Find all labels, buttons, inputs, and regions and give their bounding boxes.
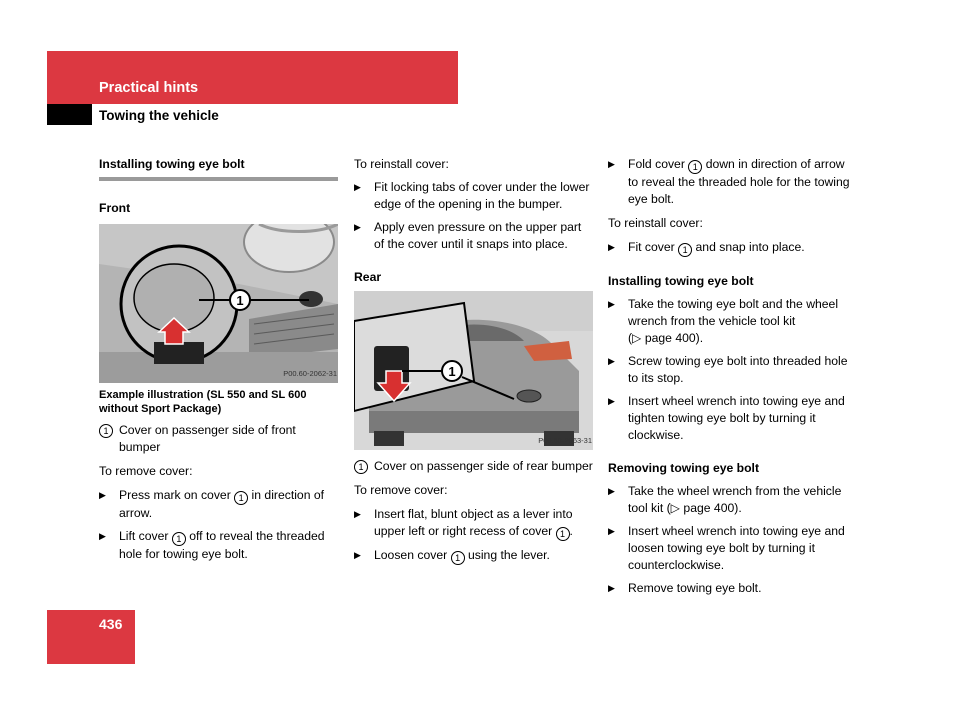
triangle-right-icon: ▶ (99, 490, 106, 500)
install-heading: Installing towing eye bolt (608, 274, 754, 288)
front-callout-number: 1 (236, 293, 244, 308)
section-title: Practical hints (99, 80, 199, 96)
triangle-right-icon: ▶ (608, 159, 615, 169)
step-item: ▶ Insert flat, blunt object as a lever into upper left or right recess of cover 1 . (354, 507, 573, 539)
step-item: ▶ Insert wheel wrench into towing eye and tighten towing eye bolt by turning it clockwise. (608, 394, 845, 442)
rear-illustration (354, 291, 593, 450)
triangle-right-icon: ▶ (608, 299, 615, 309)
rear-callout-number: 1 (448, 364, 456, 379)
step-item: ▶ Remove towing eye bolt. (608, 581, 762, 595)
remove-cover-label: To remove cover: (354, 483, 448, 497)
figure-code: P00.60-2063-31 (538, 436, 592, 445)
triangle-right-icon: ▶ (608, 356, 615, 366)
triangle-right-icon: ▶ (608, 396, 615, 406)
triangle-right-icon: ▶ (99, 531, 106, 541)
front-label: Front (99, 201, 131, 215)
legend-item (99, 422, 338, 456)
column-1 (99, 156, 338, 563)
step-item: ▶ Take the towing eye bolt and the wheel wrench from the vehicle tool kit (▷ page 400). (608, 297, 839, 345)
reinstall-cover-label: To reinstall cover: (608, 216, 703, 230)
triangle-right-icon: ▶ (608, 583, 615, 593)
triangle-right-icon: ▶ (608, 242, 615, 252)
triangle-right-icon: ▶ (354, 509, 361, 519)
rear-label: Rear (354, 270, 382, 284)
front-illustration (99, 224, 338, 383)
figure-caption: Example illustration (SL 550 and SL 600 without Sport Package) (99, 389, 307, 415)
step-item: ▶ Fit locking tabs of cover under the lower edge of the opening in the bumper. (354, 180, 590, 211)
triangle-right-icon: ▶ (354, 222, 361, 232)
reinstall-cover-label: To reinstall cover: (354, 157, 449, 171)
page-number: 436 (99, 616, 123, 632)
step-item: ▶ Lift cover 1 off to reveal the threaded hole for towing eye bolt. (99, 529, 325, 561)
legend-number: 1 (99, 424, 113, 438)
step-item: ▶ Screw towing eye bolt into threaded hole to its stop. (608, 354, 848, 385)
step-item: ▶ Apply even pressure on the upper part of the cover until it snaps into place. (354, 220, 582, 251)
remove-heading: Removing towing eye bolt (608, 461, 759, 475)
header-band (47, 51, 458, 104)
remove-cover-label: To remove cover: (99, 464, 193, 478)
triangle-right-icon: ▶ (354, 182, 361, 192)
legend-number: 1 (354, 460, 368, 474)
triangle-right-icon: ▶ (354, 550, 361, 560)
figure-code: P00.60-2062-31 (283, 369, 337, 378)
subsection-marker (47, 104, 92, 125)
step-item: ▶ Loosen cover 1 using the lever. (354, 548, 550, 563)
column-3 (608, 156, 850, 597)
legend-item (354, 458, 594, 475)
heading-rule (99, 177, 338, 181)
triangle-right-icon: ▶ (608, 486, 615, 496)
column-2 (354, 156, 594, 565)
triangle-right-icon: ▶ (608, 526, 615, 536)
legend-text: Cover on passenger side of rear bumper (374, 459, 593, 473)
legend-text: Cover on passenger side of front bumper (119, 423, 296, 454)
step-item: ▶ Take the wheel wrench from the vehicle tool kit (▷ page 400). (608, 484, 842, 515)
subsection-title: Towing the vehicle (99, 108, 219, 123)
step-item: ▶ Insert wheel wrench into towing eye and loosen towing eye bolt by turning it counterclockwise. (608, 524, 845, 572)
step-item: ▶ Press mark on cover 1 in direction of arrow. (99, 488, 325, 520)
step-item: ▶ Fit cover 1 and snap into place. (608, 240, 805, 255)
step-item: ▶ Fold cover 1 down in direction of arrow to reveal the threaded hole for the towing eye bolt. (608, 157, 850, 206)
section-heading: Installing towing eye bolt (99, 157, 245, 171)
